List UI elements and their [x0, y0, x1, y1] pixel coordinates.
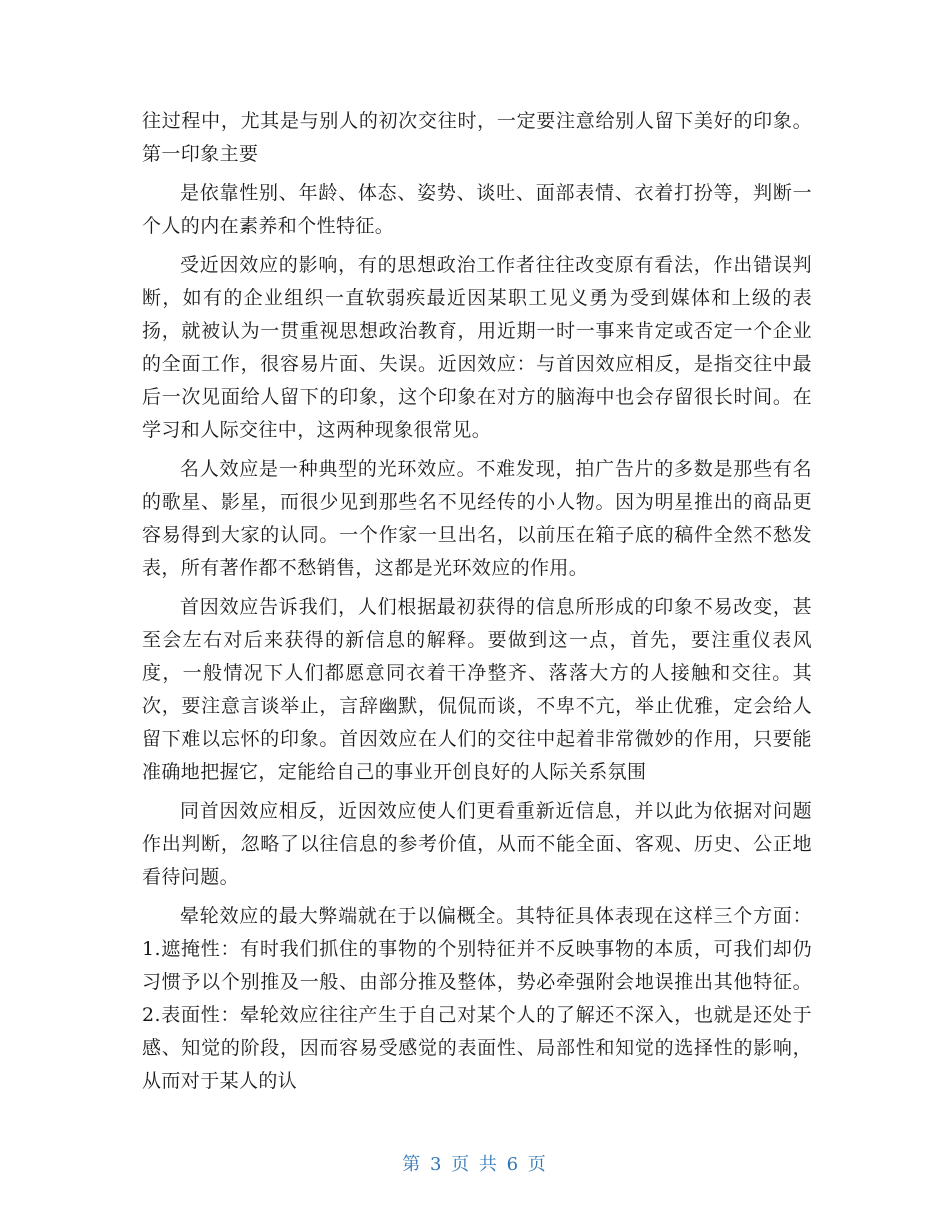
paragraph-4: 名人效应是一种典型的光环效应。不难发现，拍广告片的多数是那些有名的歌星、影星，而很少见到那些名不见经传的小人物。因为明星推出的商品更容易得到大家的认同。一个作家一旦出名，以前压在箱子底的稿件全然不愁发表，所有著作都不愁销售，这都是光环效应的作用。 [142, 458, 812, 579]
paragraph-2: 是依靠性别、年龄、体态、姿势、谈吐、面部表情、衣着打扮等，判断一个人的内在素养和个性特征。 [142, 182, 812, 237]
document-body [142, 105, 812, 1104]
paragraph-7: 晕轮效应的最大弊端就在于以偏概全。其特征具体表现在这样三个方面：1.遮掩性：有时我们抓住的事物的个别特征并不反映事物的本质，可我们却仍习惯予以个别推及一般、由部分推及整体，势必牵强附会地误推出其他特征。2.表面性：晕轮效应往往产生于自己对某个人的了解还不深入，也就是还处于感、知觉的阶段，因而容易受感觉的表面性、局部性和知觉的选择性的影响，从而对于某人的认 [142, 905, 812, 1092]
page-number-footer: 第 3 页 共 6 页 [402, 1154, 548, 1175]
paragraph-1: 往过程中，尤其是与别人的初次交往时，一定要注意给别人留下美好的印象。第一印象主要 [142, 110, 812, 165]
paragraph-6: 同首因效应相反，近因效应使人们更看重新近信息，并以此为依据对问题作出判断，忽略了以往信息的参考价值，从而不能全面、客观、历史、公正地看待问题。 [142, 800, 812, 888]
paragraph-5: 首因效应告诉我们，人们根据最初获得的信息所形成的印象不易改变，甚至会左右对后来获得的新信息的解释。要做到这一点，首先，要注重仪表风度，一般情况下人们都愿意同衣着干净整齐、落落大方的人接触和交往。其次，要注意言谈举止，言辞幽默，侃侃而谈，不卑不亢，举止优雅，定会给人留下难以忘怀的印象。首因效应在人们的交往中起着非常微妙的作用，只要能准确地把握它，定能给自己的事业开创良好的人际关系氛围 [142, 596, 812, 783]
paragraph-3: 受近因效应的影响，有的思想政治工作者往往改变原有看法，作出错误判断，如有的企业组织一直软弱疾最近因某职工见义勇为受到媒体和上级的表扬，就被认为一贯重视思想政治教育，用近期一时一事来肯定或否定一个企业的全面工作，很容易片面、失误。近因效应：与首因效应相反，是指交往中最后一次见面给人留下的印象，这个印象在对方的脑海中也会存留很长时间。在学习和人际交往中，这两种现象很常见。 [142, 254, 812, 441]
